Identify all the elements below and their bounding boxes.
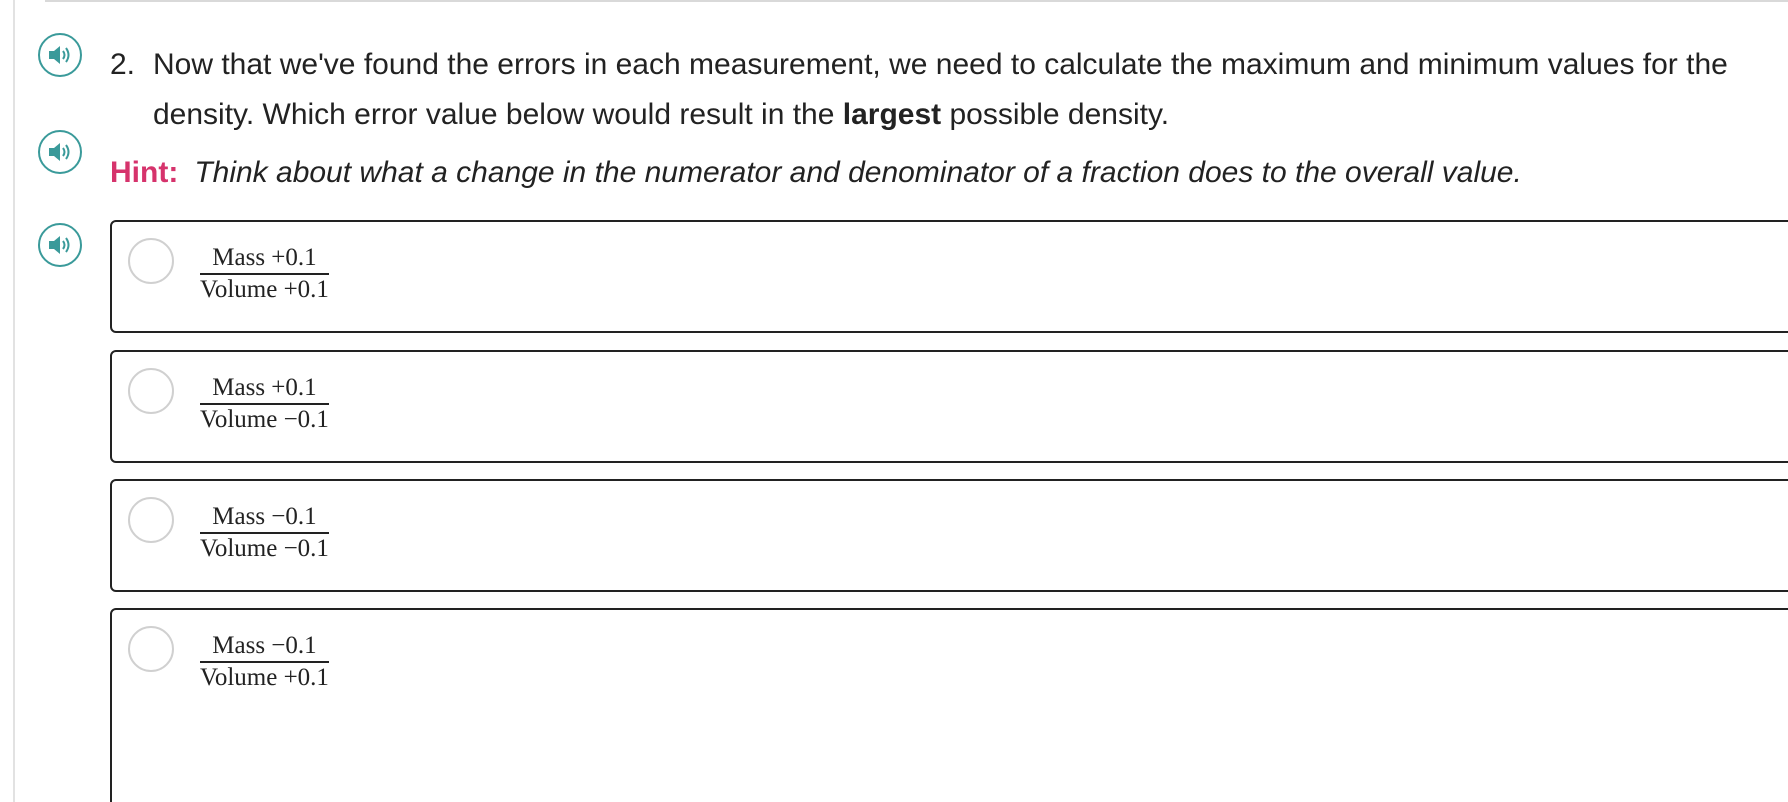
question-text-bold: largest [842, 98, 942, 131]
answer-option-2[interactable] [110, 350, 1788, 463]
radio-button[interactable] [128, 497, 174, 543]
numerator: Mass −0.1 [212, 632, 317, 659]
denominator: Volume +0.1 [200, 276, 329, 303]
fraction [200, 244, 329, 304]
read-hint-button[interactable] [38, 130, 82, 174]
denominator: Volume −0.1 [200, 535, 329, 562]
fraction [200, 374, 329, 434]
fraction-bar [200, 403, 329, 405]
answer-option-3[interactable] [110, 479, 1788, 592]
fraction-bar [200, 532, 329, 534]
speaker-icon [45, 137, 75, 167]
fraction [200, 632, 329, 692]
read-question-button[interactable] [38, 33, 82, 77]
speaker-icon [45, 230, 75, 260]
read-options-button[interactable] [38, 223, 82, 267]
radio-button[interactable] [128, 626, 174, 672]
question-number: 2. [110, 48, 136, 81]
numerator: Mass −0.1 [212, 503, 317, 530]
question-prompt [110, 40, 1750, 140]
radio-button[interactable] [128, 368, 174, 414]
radio-button[interactable] [128, 238, 174, 284]
hint-text: Think about what a change in the numerator and denominator of a fraction does to the overall value. [194, 156, 1522, 189]
answer-option-1[interactable] [110, 220, 1788, 333]
denominator: Volume +0.1 [200, 664, 329, 691]
fraction-bar [200, 273, 329, 275]
answer-option-4[interactable] [110, 608, 1788, 802]
question-text-before: Now that we've found the errors in each measurement, we need to calculate the maximum and minimum values for the density. Which error value below would result in the [153, 48, 1728, 131]
numerator: Mass +0.1 [212, 374, 317, 401]
numerator: Mass +0.1 [212, 244, 317, 271]
top-divider [45, 0, 1788, 2]
denominator: Volume −0.1 [200, 406, 329, 433]
question-text-after: possible density. [941, 98, 1170, 131]
hint-label: Hint: [110, 156, 179, 189]
left-border [13, 0, 15, 802]
hint [110, 148, 1522, 198]
fraction [200, 503, 329, 563]
speaker-icon [45, 40, 75, 70]
question-text [153, 40, 1750, 140]
fraction-bar [200, 661, 329, 663]
